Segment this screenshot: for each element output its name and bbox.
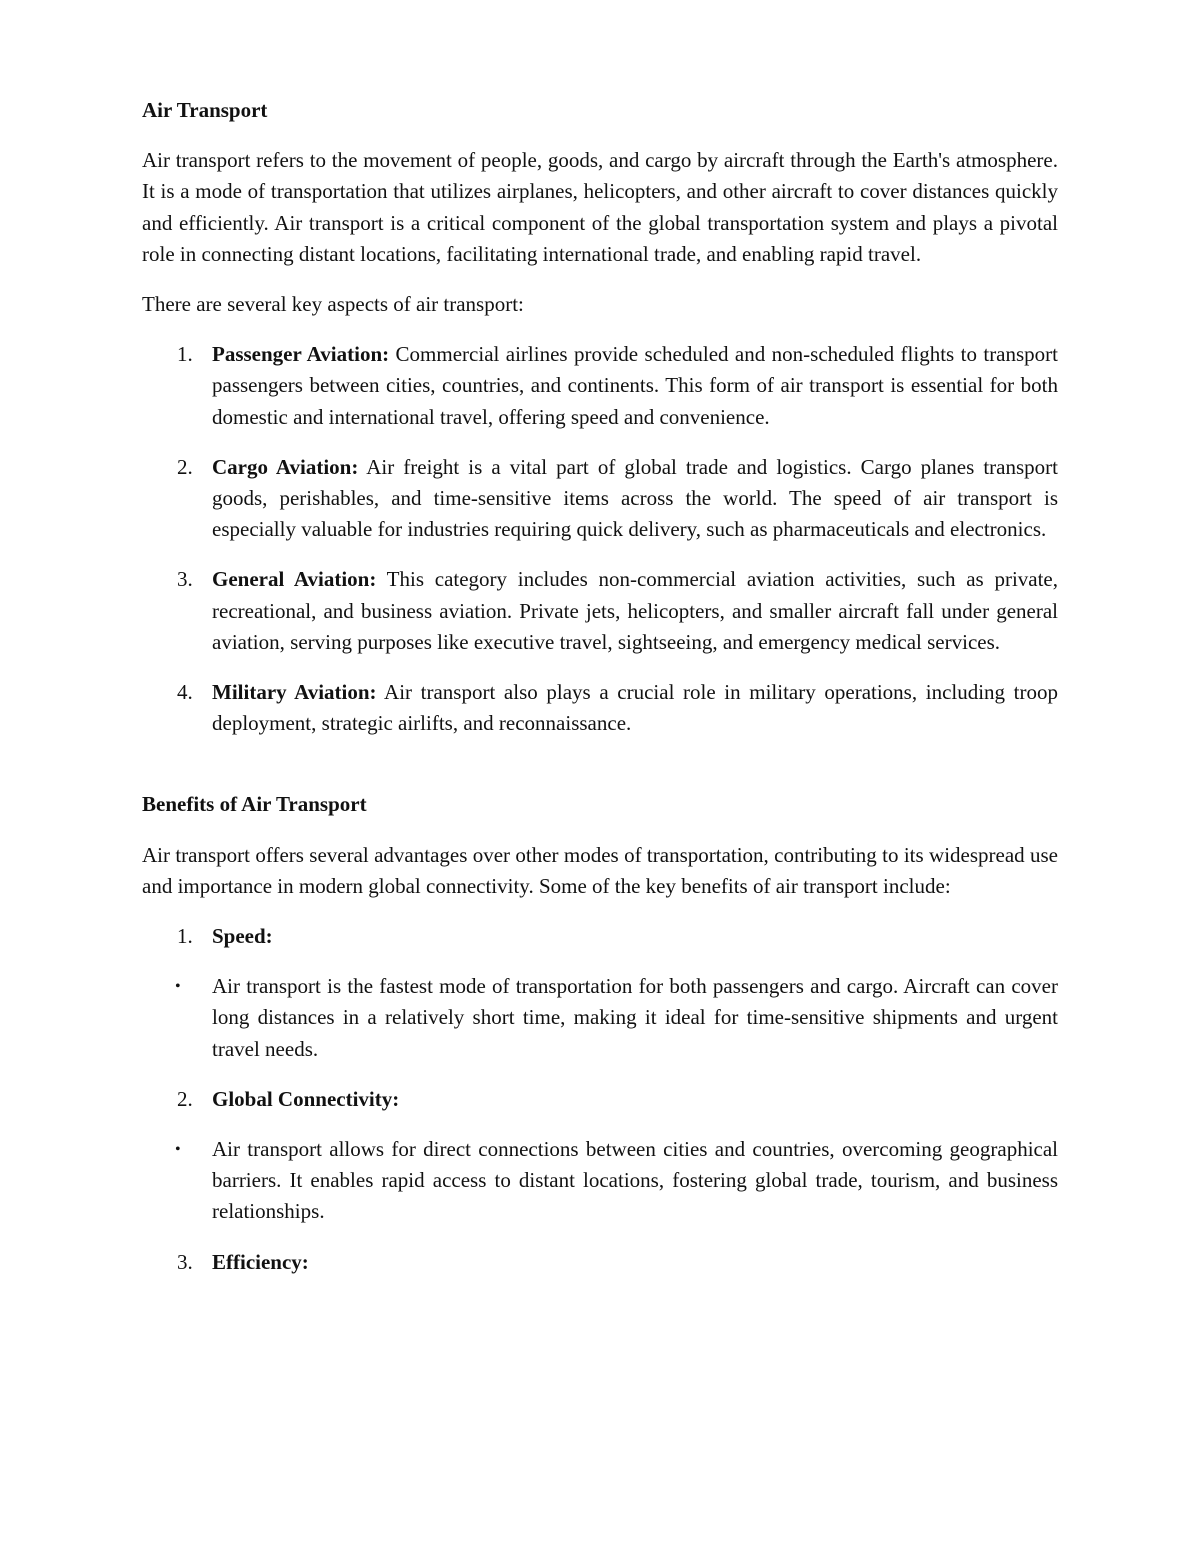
- aspect-text: Commercial airlines provide scheduled and non-scheduled flights to transport passengers between cities, countries, and continents. This form of air transport is essential for both domestic and international travel, offering speed and convenience.: [212, 342, 1059, 429]
- aspect-text: Air freight is a vital part of global trade and logistics. Cargo planes transport goods, perishables, and time-sensitive items across the world. The speed of air transport is especially valuable for industries requiring quick delivery, such as pharmaceuticals and electronics.: [212, 454, 1058, 542]
- benefit-bullet-item: [142, 971, 1058, 1065]
- list-number: 2.: [177, 1086, 193, 1111]
- section-heading-benefits: Benefits of Air Transport: [142, 792, 367, 817]
- benefits-list: [142, 921, 1058, 952]
- section-spacer: [142, 758, 1058, 789]
- benefit-bullets: [142, 1134, 1058, 1228]
- aspect-item: [142, 564, 1058, 658]
- benefit-bullet-text: Air transport is the fastest mode of transportation for both passengers and cargo. Aircraft can cover long distances in a relatively short time, making it ideal for time-sensitive shipments and urgent travel needs.: [212, 974, 1058, 1061]
- aspect-item: [142, 452, 1058, 546]
- list-number: 2.: [177, 454, 193, 479]
- benefits-list: [142, 1247, 1058, 1278]
- benefit-term: Global Connectivity:: [212, 1086, 400, 1111]
- benefits-list: [142, 1084, 1058, 1115]
- aspect-term: Military Aviation:: [212, 680, 377, 705]
- aspect-term: General Aviation:: [212, 567, 377, 592]
- benefit-bullet-item: [142, 1134, 1058, 1228]
- aspects-lead-paragraph: There are several key aspects of air transport:: [142, 292, 524, 317]
- document-page: [142, 95, 1058, 1297]
- benefit-item: [142, 1084, 1058, 1115]
- aspects-list: [142, 339, 1058, 739]
- benefit-bullet-text: Air transport allows for direct connections between cities and countries, overcoming geographical barriers. It enables rapid access to distant locations, fostering global trade, tourism, and business relationships.: [212, 1137, 1058, 1224]
- aspect-item: [142, 339, 1058, 433]
- section-heading-air-transport: Air Transport: [142, 98, 268, 122]
- aspect-term: Cargo Aviation:: [212, 454, 359, 479]
- benefit-item: [142, 921, 1058, 952]
- list-number: 1.: [177, 342, 193, 367]
- list-number: 4.: [177, 680, 193, 705]
- bullet-icon: •: [175, 978, 181, 996]
- list-number: 3.: [177, 567, 193, 592]
- aspect-term: Passenger Aviation:: [212, 342, 390, 367]
- aspect-text: Air transport also plays a crucial role in military operations, including troop deployment, strategic airlifts, and reconnaissance.: [212, 680, 1059, 736]
- benefits-intro-paragraph: Air transport offers several advantages over other modes of transportation, contributing to its widespread use and importance in modern global connectivity. Some of the key benefits of air transport include:: [142, 842, 1058, 898]
- intro-paragraph: Air transport refers to the movement of people, goods, and cargo by aircraft through the Earth's atmosphere. It is a mode of transportation that utilizes airplanes, helicopters, and other aircraft to cover distances quickly and efficiently. Air transport is a critical component of the global transportation system and plays a pivotal role in connecting distant locations, facilitating international trade, and enabling rapid travel.: [142, 148, 1058, 266]
- aspect-text: This category includes non-commercial aviation activities, such as private, recreational, and business aviation. Private jets, helicopters, and smaller aircraft fall under general aviation, serving purposes like executive travel, sightseeing, and emergency medical services.: [212, 567, 1059, 654]
- list-number: 3.: [177, 1249, 193, 1274]
- benefit-term: Efficiency:: [212, 1249, 309, 1274]
- list-number: 1.: [177, 924, 193, 949]
- benefit-bullets: [142, 971, 1058, 1065]
- bullet-icon: •: [175, 1141, 181, 1159]
- benefit-item: [142, 1247, 1058, 1278]
- benefit-term: Speed:: [212, 924, 273, 949]
- aspect-item: [142, 677, 1058, 739]
